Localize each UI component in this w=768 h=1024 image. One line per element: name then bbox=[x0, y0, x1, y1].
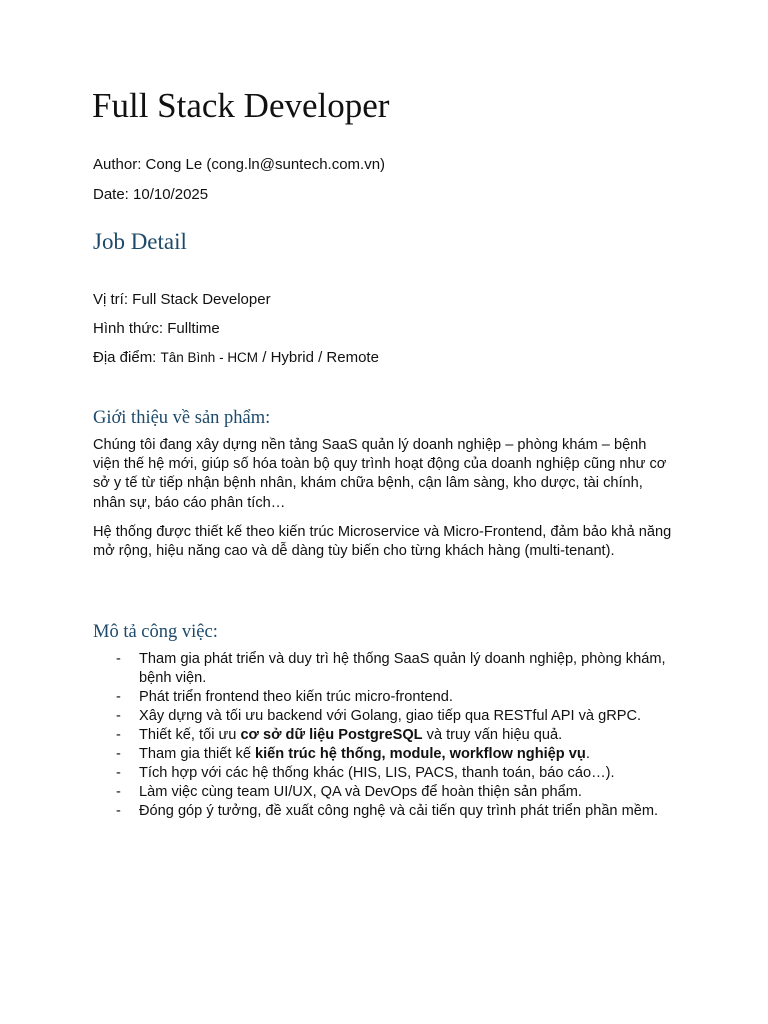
job-detail-heading: Job Detail bbox=[93, 229, 187, 254]
position-line: Vị trí: Full Stack Developer bbox=[93, 291, 271, 308]
bullet-dash: - bbox=[116, 784, 121, 801]
type-line: Hình thức: Fulltime bbox=[93, 320, 220, 337]
list-item-text-bold: cơ sở dữ liệu PostgreSQL bbox=[240, 726, 423, 743]
list-item-text: Tích hợp với các hệ thống khác (HIS, LIS, PACS, thanh toán, báo cáo…). bbox=[139, 764, 615, 781]
location-line bbox=[93, 348, 379, 368]
list-item-text-post: và truy vấn hiệu quả. bbox=[422, 726, 563, 743]
list-item bbox=[93, 745, 683, 764]
product-intro-paragraph-1: Chúng tôi đang xây dựng nền tảng SaaS quản lý doanh nghiệp – phòng khám – bệnh viện thế hệ mới, giúp số hóa toàn bộ quy trình hoạt động của doanh nghiệp cũng như cơ sở y tế từ tiếp nhận bệnh nhân, khám chữa bệnh, cận lâm sàng, kho dược, tài chính, nhân sự, báo cáo phân tích… bbox=[93, 437, 667, 511]
list-item-text-post: . bbox=[585, 745, 590, 762]
list-item-text: Xây dựng và tối ưu backend với Golang, giao tiếp qua RESTful API và gRPC. bbox=[139, 707, 642, 724]
location-rest: / Hybrid / Remote bbox=[258, 349, 379, 366]
job-description-list bbox=[93, 650, 683, 821]
date-line: Date: 10/10/2025 bbox=[93, 186, 209, 203]
document-title: Full Stack Developer bbox=[92, 86, 390, 125]
list-item-text: Tham gia phát triển và duy trì hệ thống SaaS quản lý doanh nghiệp, phòng khám, bệnh viện. bbox=[139, 651, 666, 686]
list-item-text-pre: Thiết kế, tối ưu bbox=[139, 726, 241, 743]
job-description-heading: Mô tả công việc: bbox=[93, 622, 218, 642]
bullet-dash: - bbox=[116, 726, 121, 743]
list-item bbox=[93, 650, 683, 687]
list-item bbox=[93, 783, 683, 802]
bullet-dash: - bbox=[116, 651, 121, 667]
bullet-dash: - bbox=[116, 764, 121, 781]
product-intro-heading: Giới thiệu về sản phẩm: bbox=[93, 408, 271, 428]
author-line: Author: Cong Le (cong.ln@suntech.com.vn) bbox=[93, 156, 386, 173]
bullet-dash: - bbox=[116, 745, 121, 762]
list-item-text: Phát triển frontend theo kiến trúc micro-frontend. bbox=[139, 688, 453, 705]
product-intro-paragraph-2: Hệ thống được thiết kế theo kiến trúc Microservice và Micro-Frontend, đảm bảo khả năng mở rộng, hiệu năng cao và dễ dàng tùy biến cho từng khách hàng (multi-tenant). bbox=[93, 524, 672, 560]
list-item-text: Làm việc cùng team UI/UX, QA và DevOps để hoàn thiện sản phẩm. bbox=[139, 784, 582, 801]
list-item-text: Đóng góp ý tưởng, đề xuất công nghệ và cải tiến quy trình phát triển phần mềm. bbox=[139, 803, 659, 820]
list-item-text-bold: kiến trúc hệ thống, module, workflow nghiệp vụ bbox=[255, 745, 586, 762]
bullet-dash: - bbox=[116, 707, 121, 724]
bullet-dash: - bbox=[116, 688, 121, 705]
list-item bbox=[93, 764, 683, 783]
bullet-dash: - bbox=[116, 803, 121, 820]
list-item bbox=[93, 707, 683, 726]
location-label: Địa điểm: bbox=[93, 349, 161, 366]
list-item-text-pre: Tham gia thiết kế bbox=[139, 745, 255, 762]
list-item bbox=[93, 802, 683, 821]
list-item bbox=[93, 726, 683, 745]
list-item bbox=[93, 688, 683, 707]
location-place: Tân Bình - HCM bbox=[160, 350, 259, 365]
